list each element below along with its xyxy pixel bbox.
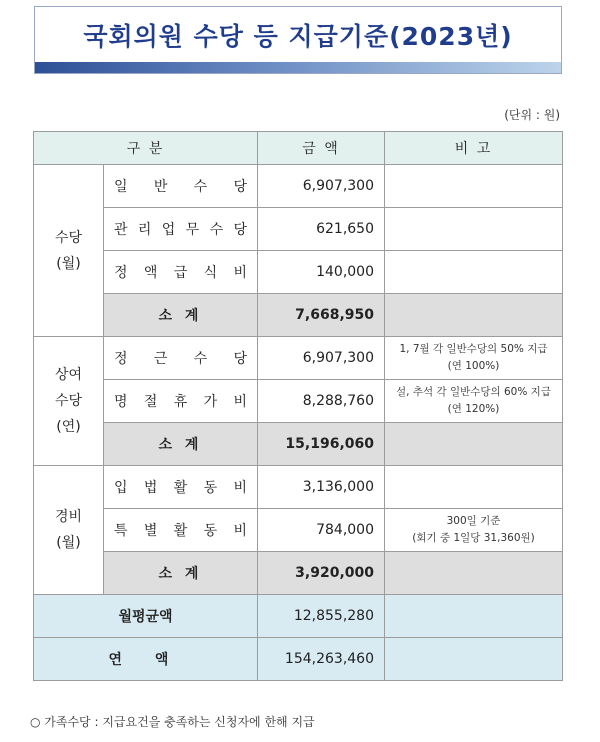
group-label-line: (월): [56, 255, 81, 272]
monthly-average-label: 월평균액: [34, 595, 258, 638]
table-row: [34, 380, 563, 423]
item-char: 가: [203, 394, 218, 410]
item-char: 법: [143, 480, 158, 496]
item-char: 절: [143, 394, 158, 410]
subtotal-note: [385, 423, 563, 466]
note-line: 설, 추석 각 일반수당의 60% 지급: [396, 386, 551, 398]
group-label-line: 수당: [54, 229, 83, 246]
footnote: ○ 가족수당 : 지급요건을 충족하는 신청자에 한해 지급: [30, 715, 315, 729]
subtotal-row: [34, 423, 563, 466]
item-char: 정: [114, 351, 128, 367]
page-title: 국회의원 수당 등 지급기준(2023년): [83, 22, 513, 51]
header-amount: 금 액: [258, 132, 385, 165]
item-char: 동: [203, 523, 218, 539]
note-line: (연 100%): [447, 360, 500, 372]
header-note: 비 고: [385, 132, 563, 165]
item-char: 관: [114, 222, 128, 238]
annual-total-amount: 154,263,460: [258, 638, 385, 681]
monthly-average-amount: 12,855,280: [258, 595, 385, 638]
item-amount: 140,000: [258, 251, 385, 294]
note-line: (연 120%): [447, 403, 500, 415]
item-char: 수: [193, 179, 208, 195]
item-char: 당: [233, 179, 247, 195]
subtotal-note: [385, 294, 563, 337]
annual-total-row: [34, 638, 563, 681]
group-label-expense: [34, 466, 104, 595]
item-amount: 8,288,760: [258, 380, 385, 423]
item-char: 입: [114, 480, 128, 496]
item-note: [385, 208, 563, 251]
item-label: [104, 337, 258, 380]
subtotal-row: [34, 294, 563, 337]
item-char: 리: [137, 222, 152, 238]
item-char: 활: [173, 523, 188, 539]
item-label: [104, 380, 258, 423]
item-label: [104, 509, 258, 552]
item-char: 비: [233, 394, 247, 410]
subtotal-label: 소 계: [104, 294, 258, 337]
table-row: [34, 208, 563, 251]
item-char: 급: [173, 265, 188, 281]
item-note: [385, 466, 563, 509]
header-category: 구 분: [34, 132, 258, 165]
item-char: 당: [233, 351, 247, 367]
item-note: [385, 380, 563, 423]
item-char: 당: [233, 222, 247, 238]
table-row: [34, 466, 563, 509]
annual-total-label: 연 액: [34, 638, 258, 681]
title-accent-bar: [35, 62, 561, 73]
note-line: 300일 기준: [446, 515, 501, 527]
item-char: 비: [233, 523, 247, 539]
item-char: 활: [173, 480, 188, 496]
item-label: [104, 466, 258, 509]
annual-total-note: [385, 638, 563, 681]
subtotal-amount: 7,668,950: [258, 294, 385, 337]
group-label-line: 경비: [54, 509, 83, 525]
table-row: [34, 165, 563, 208]
item-char: 수: [209, 222, 224, 238]
note-line: (회기 중 1일당 31,360원): [412, 532, 535, 544]
item-char: 별: [143, 523, 158, 539]
item-char: 업: [161, 222, 176, 238]
subtotal-note: [385, 552, 563, 595]
item-char: 일: [114, 179, 128, 195]
item-amount: 3,136,000: [258, 466, 385, 509]
item-label: [104, 208, 258, 251]
item-char: 근: [153, 351, 168, 367]
item-note: [385, 165, 563, 208]
note-line: 1, 7월 각 일반수당의 50% 지급: [399, 343, 548, 355]
subtotal-row: [34, 552, 563, 595]
item-note: [385, 337, 563, 380]
item-note: [385, 509, 563, 552]
subtotal-amount: 15,196,060: [258, 423, 385, 466]
monthly-average-row: [34, 595, 563, 638]
allowance-table: [33, 131, 563, 681]
table-header-row: [34, 132, 563, 165]
subtotal-label: 소 계: [104, 552, 258, 595]
item-amount: 621,650: [258, 208, 385, 251]
item-label: [104, 165, 258, 208]
item-label: [104, 251, 258, 294]
item-char: 정: [114, 265, 128, 281]
item-char: 액: [143, 265, 158, 281]
item-char: 무: [185, 222, 200, 238]
item-char: 식: [203, 265, 218, 281]
item-char: 명: [114, 394, 128, 410]
table-row: [34, 251, 563, 294]
item-amount: 784,000: [258, 509, 385, 552]
item-note: [385, 251, 563, 294]
item-amount: 6,907,300: [258, 165, 385, 208]
unit-label: (단위 : 원): [504, 108, 560, 122]
group-label-line: (월): [56, 535, 81, 551]
item-char: 동: [203, 480, 218, 496]
table-row: [34, 509, 563, 552]
item-char: 특: [114, 523, 128, 539]
group-label-line: (연): [56, 419, 81, 435]
item-char: 비: [233, 480, 247, 496]
group-label-bonus: [34, 337, 104, 466]
title-box: [34, 6, 562, 74]
item-char: 수: [193, 351, 208, 367]
monthly-average-note: [385, 595, 563, 638]
item-char: 휴: [173, 394, 188, 410]
group-label-line: 수당: [54, 393, 83, 409]
group-label-line: 상여: [54, 367, 83, 383]
group-label-allowance: [34, 165, 104, 337]
subtotal-amount: 3,920,000: [258, 552, 385, 595]
item-char: 비: [233, 265, 247, 281]
item-char: 반: [153, 179, 168, 195]
subtotal-label: 소 계: [104, 423, 258, 466]
item-amount: 6,907,300: [258, 337, 385, 380]
table-row: [34, 337, 563, 380]
